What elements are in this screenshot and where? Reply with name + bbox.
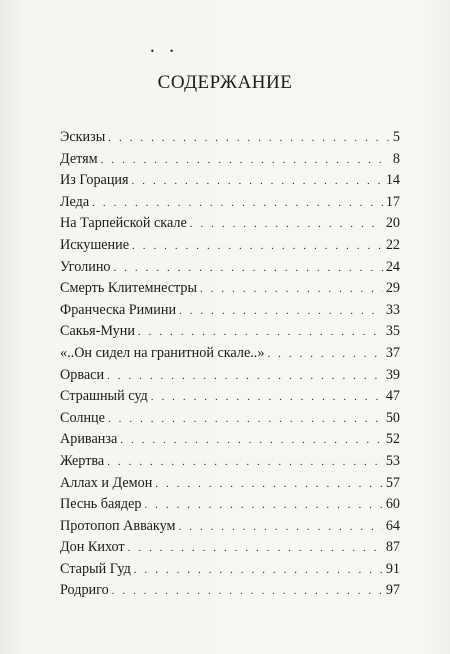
toc-entry bbox=[60, 559, 400, 581]
leader-dots bbox=[132, 236, 383, 258]
toc-entry-page: 35 bbox=[385, 323, 400, 340]
leader-dots bbox=[200, 279, 383, 301]
toc-entry-page: 22 bbox=[385, 236, 400, 253]
toc-entry-title: Сакья-Муни bbox=[60, 323, 135, 340]
leader-dots bbox=[112, 581, 383, 603]
toc-entry-page: 91 bbox=[385, 560, 400, 577]
leader-dots bbox=[132, 171, 383, 193]
toc-entry-page: 24 bbox=[385, 258, 400, 275]
toc-entry bbox=[60, 343, 400, 365]
toc-entry-page: 17 bbox=[385, 193, 400, 210]
toc-entry bbox=[60, 494, 400, 516]
toc-entry bbox=[60, 321, 400, 343]
toc-entry bbox=[60, 365, 400, 387]
toc-entry-title: Песнь баядер bbox=[60, 496, 142, 513]
toc-entry bbox=[60, 429, 400, 451]
toc-entry bbox=[60, 278, 400, 300]
toc-entry bbox=[60, 149, 400, 171]
leader-dots bbox=[144, 495, 382, 517]
toc-entry-page: 53 bbox=[385, 452, 400, 469]
page-mark: • • bbox=[150, 47, 180, 56]
toc-entry-title: Эскизы bbox=[60, 129, 106, 145]
toc-entry-title: Аллах и Демон bbox=[60, 474, 153, 491]
leader-dots bbox=[108, 128, 390, 150]
toc-entry-page: 37 bbox=[385, 344, 400, 361]
toc-entry-page: 87 bbox=[385, 539, 400, 556]
toc-entry-page: 97 bbox=[385, 582, 400, 599]
toc-entry-title: Дон Кихот bbox=[60, 539, 125, 556]
toc-entry-title: Уголино bbox=[60, 258, 111, 275]
toc-entry-page: 33 bbox=[385, 301, 400, 318]
toc-entry-title: Родриго bbox=[60, 582, 109, 599]
leader-dots bbox=[179, 301, 383, 323]
toc-entry-title: Протопоп Аввакум bbox=[60, 517, 176, 534]
leader-dots bbox=[120, 430, 383, 452]
toc-entry bbox=[60, 300, 400, 322]
leader-dots bbox=[107, 366, 383, 388]
toc-entry-title: Старый Гуд bbox=[60, 560, 131, 577]
toc-entry-title: Леда bbox=[60, 193, 90, 210]
toc-entry-title: Искушение bbox=[60, 236, 130, 253]
toc-entry-page: 14 bbox=[385, 172, 400, 189]
toc-entry bbox=[60, 408, 400, 430]
leader-dots bbox=[114, 258, 383, 280]
toc-entry-title: Ариванза bbox=[60, 431, 118, 448]
toc-entry-title: На Тарпейской скале bbox=[60, 215, 187, 232]
toc-entry-page: 5 bbox=[392, 129, 400, 145]
toc-entry bbox=[60, 257, 400, 279]
toc-entry bbox=[60, 235, 400, 257]
toc-entry bbox=[60, 192, 400, 214]
toc-entry-page: 50 bbox=[385, 409, 400, 426]
toc-entry bbox=[60, 386, 400, 408]
leader-dots bbox=[138, 322, 383, 344]
toc-entry-page: 8 bbox=[392, 150, 400, 167]
toc-entry bbox=[60, 451, 400, 473]
leader-dots bbox=[108, 409, 383, 431]
page-title: СОДЕРЖАНИЕ bbox=[157, 72, 293, 93]
toc-entry-page: 39 bbox=[385, 366, 400, 383]
leader-dots bbox=[155, 474, 383, 496]
toc-entry-page: 29 bbox=[385, 280, 400, 297]
toc-entry-page: 52 bbox=[385, 431, 400, 448]
leader-dots bbox=[128, 538, 383, 560]
toc-entry bbox=[60, 516, 400, 538]
leader-dots bbox=[134, 560, 383, 582]
leader-dots bbox=[101, 150, 390, 172]
toc-entry-title: Страшный суд bbox=[60, 388, 148, 405]
table-of-contents bbox=[60, 127, 400, 602]
toc-entry-page: 60 bbox=[385, 496, 400, 513]
toc-entry-title: Смерть Клитемнестры bbox=[60, 280, 198, 297]
leader-dots bbox=[179, 517, 383, 539]
toc-entry-title: «..Он сидел на гранитной скале..» bbox=[60, 344, 265, 361]
toc-entry-title: Из Горация bbox=[60, 172, 129, 189]
toc-entry bbox=[60, 580, 400, 602]
toc-entry bbox=[60, 473, 400, 495]
leader-dots bbox=[190, 214, 383, 236]
toc-entry-title: Франческа Римини bbox=[60, 301, 177, 318]
toc-entry-page: 47 bbox=[385, 388, 400, 405]
toc-entry bbox=[60, 127, 400, 149]
toc-entry-page: 57 bbox=[385, 474, 400, 491]
leader-dots bbox=[92, 193, 383, 215]
toc-entry-title: Солнце bbox=[60, 409, 105, 426]
toc-entry-title: Жертва bbox=[60, 452, 105, 469]
toc-entry-page: 20 bbox=[385, 215, 400, 232]
toc-entry-page: 64 bbox=[385, 517, 400, 534]
toc-entry bbox=[60, 213, 400, 235]
toc-entry bbox=[60, 537, 400, 559]
leader-dots bbox=[151, 387, 383, 409]
leader-dots bbox=[107, 452, 383, 474]
toc-entry bbox=[60, 170, 400, 192]
leader-dots bbox=[267, 344, 382, 366]
toc-entry-title: Детям bbox=[60, 150, 98, 167]
toc-entry-title: Орваси bbox=[60, 366, 105, 383]
